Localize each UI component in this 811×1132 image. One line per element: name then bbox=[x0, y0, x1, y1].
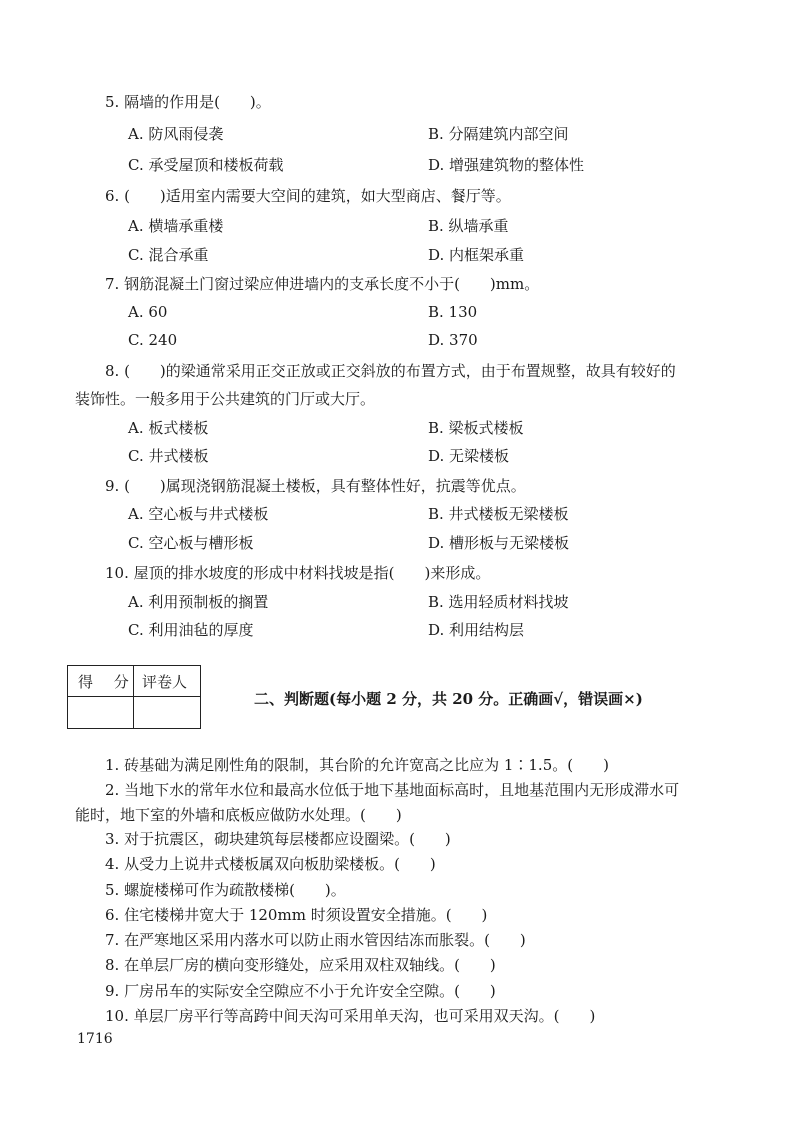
question-6-option-c: C. 混合承重 bbox=[128, 246, 209, 264]
question-7-option-a: A. 60 bbox=[128, 303, 168, 321]
question-10-option-a: A. 利用预制板的搁置 bbox=[128, 593, 269, 611]
question-10-option-b: B. 选用轻质材料找坡 bbox=[428, 593, 569, 611]
question-8-option-d: D. 无梁楼板 bbox=[428, 447, 510, 465]
question-9-option-d: D. 槽形板与无梁楼板 bbox=[428, 534, 570, 552]
question-8-option-c: C. 井式楼板 bbox=[128, 447, 209, 465]
question-5-option-d: D. 增强建筑物的整体性 bbox=[428, 156, 585, 174]
page-number: 1716 bbox=[77, 1031, 113, 1047]
judgment-1: 1. 砖基础为满足刚性角的限制，其台阶的允许宽高之比应为 1∶1.5。( ) bbox=[105, 756, 609, 774]
question-6-option-d: D. 内框架承重 bbox=[428, 246, 525, 264]
judgment-2-continued: 能时，地下室的外墙和底板应做防水处理。( ) bbox=[75, 806, 402, 824]
judgment-4: 4. 从受力上说井式楼板属双向板肋梁楼板。( ) bbox=[105, 855, 436, 873]
judgment-5: 5. 螺旋楼梯可作为疏散楼梯( )。 bbox=[105, 881, 346, 899]
question-6-option-b: B. 纵墙承重 bbox=[428, 217, 509, 235]
question-9-stem: 9. ( )属现浇钢筋混凝土楼板，具有整体性好，抗震等优点。 bbox=[105, 477, 526, 495]
question-7-option-b: B. 130 bbox=[428, 303, 478, 321]
judgment-9: 9. 厂房吊车的实际安全空隙应不小于允许安全空隙。( ) bbox=[105, 982, 496, 1000]
question-9-option-c: C. 空心板与槽形板 bbox=[128, 534, 254, 552]
judgment-6: 6. 住宅楼梯井宽大于 120mm 时须设置安全措施。( ) bbox=[105, 906, 488, 924]
question-10-stem: 10. 屋顶的排水坡度的形成中材料找坡是指( )来形成。 bbox=[105, 564, 491, 582]
question-8-option-a: A. 板式楼板 bbox=[128, 419, 209, 437]
judgment-8: 8. 在单层厂房的横向变形缝处，应采用双柱双轴线。( ) bbox=[105, 956, 496, 974]
score-table-row-divider bbox=[68, 696, 200, 697]
question-7-option-d: D. 370 bbox=[428, 331, 478, 349]
question-7-option-c: C. 240 bbox=[128, 331, 178, 349]
question-6-stem: 6. ( )适用室内需要大空间的建筑，如大型商店、餐厅等。 bbox=[105, 187, 511, 205]
question-9-option-a: A. 空心板与井式楼板 bbox=[128, 505, 269, 523]
question-5-option-a: A. 防风雨侵袭 bbox=[128, 125, 224, 143]
question-5-option-c: C. 承受屋顶和楼板荷载 bbox=[128, 156, 284, 174]
question-7-stem: 7. 钢筋混凝土门窗过梁应伸进墙内的支承长度不小于( )mm。 bbox=[105, 275, 540, 293]
question-10-option-d: D. 利用结构层 bbox=[428, 621, 525, 639]
question-8-option-b: B. 梁板式楼板 bbox=[428, 419, 524, 437]
judgment-2: 2. 当地下水的常年水位和最高水位低于地下基地面标高时，且地基范围内无形成滞水可 bbox=[105, 781, 680, 799]
question-8-stem: 8. ( )的梁通常采用正交正放或正交斜放的布置方式，由于布置规整，故具有较好的 bbox=[105, 362, 676, 380]
question-9-option-b: B. 井式楼板无梁楼板 bbox=[428, 505, 569, 523]
score-label: 得 分 bbox=[78, 673, 137, 691]
question-5-option-b: B. 分隔建筑内部空间 bbox=[428, 125, 569, 143]
question-6-option-a: A. 横墙承重楼 bbox=[128, 217, 224, 235]
section-title: 二、判断题(每小题 2 分，共 20 分。正确画√，错误画×) bbox=[254, 690, 643, 708]
question-10-option-c: C. 利用油毡的厚度 bbox=[128, 621, 254, 639]
judgment-3: 3. 对于抗震区，砌块建筑每层楼都应设圈梁。( ) bbox=[105, 830, 451, 848]
judgment-7: 7. 在严寒地区采用内落水可以防止雨水管因结冻而胀裂。( ) bbox=[105, 931, 526, 949]
judgment-10: 10. 单层厂房平行等高跨中间天沟可采用单天沟，也可采用双天沟。( ) bbox=[105, 1007, 596, 1025]
question-8-stem-continued: 装饰性。一般多用于公共建筑的门厅或大厅。 bbox=[75, 390, 376, 408]
grader-label: 评卷人 bbox=[142, 673, 188, 691]
question-5-stem: 5. 隔墙的作用是( )。 bbox=[105, 93, 271, 111]
score-table bbox=[67, 665, 201, 729]
